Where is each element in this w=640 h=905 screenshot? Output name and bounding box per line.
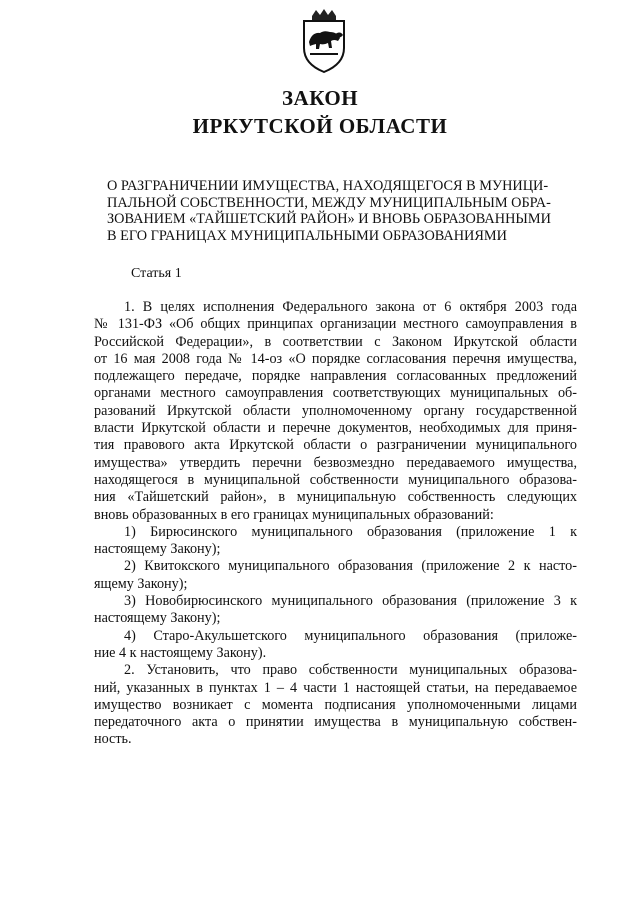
body-line: передаточного акта о принятии имущества в муниципальную собствен-	[94, 714, 577, 731]
body-line: разований Иркутской области уполномоченному органу государственной	[94, 402, 577, 419]
article-heading: Статья 1	[131, 266, 182, 281]
list-item-1: 1) Бирюсинского муниципального образования (приложение 1 к	[124, 523, 577, 540]
law-subject	[107, 178, 577, 244]
body-line: ность.	[94, 731, 132, 748]
body-line: настоящему Закону);	[94, 610, 221, 627]
body-line: Российской Федерации», в соответствии с Законом Иркутской области	[94, 333, 577, 350]
body-line: органами местного самоуправления соответствующих муниципальных об-	[94, 385, 577, 402]
list-item-2: 2) Квитокского муниципального образования (приложение 2 к насто-	[124, 558, 577, 575]
body-line: ящему Закону);	[94, 575, 188, 592]
list-item-3: 3) Новобирюсинского муниципального образования (приложение 3 к	[124, 593, 577, 610]
subject-line: ЗОВАНИЕМ «ТАЙШЕТСКИЙ РАЙОН» И ВНОВЬ ОБРАЗОВАННЫМИ	[107, 211, 551, 227]
body-line: находящегося в муниципальной собственности муниципального образова-	[94, 471, 577, 488]
body-line: от 16 мая 2008 года № 14-оз «О порядке согласования перечня имущества,	[94, 350, 577, 367]
article-body	[94, 299, 577, 749]
law-title-region: ИРКУТСКОЙ ОБЛАСТИ	[192, 114, 448, 138]
body-line: власти Иркутской области и перечне документов, необходимых для приня-	[94, 420, 577, 437]
list-item-4: 4) Старо-Акульшетского муниципального образования (приложе-	[124, 627, 577, 644]
body-line: 1. В целях исполнения Федерального закона от 6 октября 2003 года	[124, 299, 577, 315]
body-line: имущества» утвердить перечни безвозмездно передаваемого имущества,	[94, 454, 577, 471]
body-line: ние 4 к настоящему Закону).	[94, 644, 267, 661]
body-line: настоящему Закону);	[94, 541, 221, 558]
paragraph-2: 2. Установить, что право собственности муниципальных образова-	[124, 662, 577, 679]
irkutsk-coat-of-arms-icon	[300, 8, 348, 74]
subject-line: ПАЛЬНОЙ СОБСТВЕННОСТИ, МЕЖДУ МУНИЦИПАЛЬНЫМ ОБРА-	[107, 194, 551, 211]
subject-line: О РАЗГРАНИЧЕНИИ ИМУЩЕСТВА, НАХОДЯЩЕГОСЯ В МУНИЦИ-	[107, 178, 549, 194]
body-line: ний, указанных в пунктах 1 – 4 части 1 настоящей статьи, на передаваемое	[94, 679, 577, 696]
body-line: ния «Тайшетский район», в муниципальную собственность следующих	[94, 489, 577, 506]
body-line: № 131-ФЗ «Об общих принципах организации местного самоуправления в	[94, 316, 577, 333]
body-line: имущество возникает с момента подписания уполномоченными лицами	[94, 696, 577, 713]
law-title: ЗАКОН	[281, 86, 359, 110]
body-line: вновь образованных в его границах муниципальных образований:	[94, 506, 494, 523]
body-line: тия правового акта Иркутской области о разграничении муниципального	[94, 437, 577, 454]
subject-line: В ЕГО ГРАНИЦАХ МУНИЦИПАЛЬНЫМИ ОБРАЗОВАНИЯМИ	[107, 227, 507, 244]
body-line: подлежащего передаче, порядке направления согласованных предложений	[94, 368, 577, 385]
